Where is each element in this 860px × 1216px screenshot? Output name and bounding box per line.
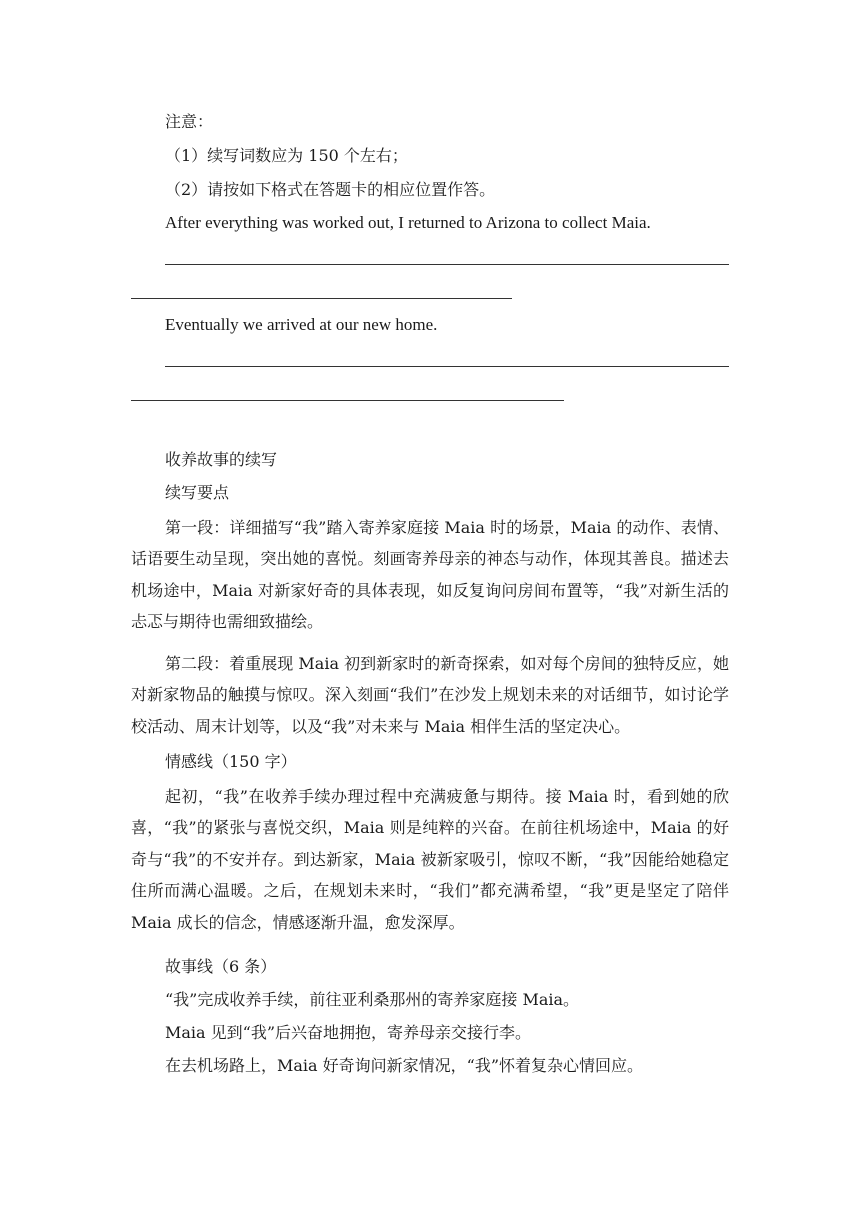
continuation-prompt-1: After everything was worked out, I returned to Arizona to collect Maia. xyxy=(165,213,651,232)
answer-title: 收养故事的续写 xyxy=(165,450,278,469)
story-line-heading: 故事线（6 条） xyxy=(165,957,277,976)
emotion-line-heading: 情感线（150 字） xyxy=(165,752,297,771)
key-points-heading: 续写要点 xyxy=(165,483,230,502)
continuation-prompt-2: Eventually we arrived at our new home. xyxy=(165,315,438,334)
story-line-item: 在去机场路上，Maia 好奇询问新家情况，“我”怀着复杂心情回应。 xyxy=(165,1056,644,1075)
answer-blank-line xyxy=(165,264,729,265)
answer-blank-line xyxy=(165,366,729,367)
story-line-item: Maia 见到“我”后兴奋地拥抱，寄养母亲交接行李。 xyxy=(165,1023,532,1042)
answer-blank-line xyxy=(131,298,512,299)
emotion-line-paragraph: 起初，“我”在收养手续办理过程中充满疲惫与期待。接 Maia 时，看到她的欣喜，“我”的紧张与喜悦交织，Maia 则是纯粹的兴奋。在前往机场途中，Maia 的好奇与“我”的不安并存。到达新家，Maia 被新家吸引，惊叹不断，“我”因能给她稳定住所而满心温暖。之后，在规划未来时，“我们”都充满希望，“我”更是坚定了陪伴 Maia 成长的信念，情感逐渐升温，愈发深厚。 xyxy=(131,787,729,932)
answer-blank-line xyxy=(131,400,564,401)
notes-heading: 注意： xyxy=(165,112,214,131)
notes-item-1: （1）续写词数应为 150 个左右； xyxy=(165,146,408,165)
key-points-paragraph-1: 第一段：详细描写“我”踏入寄养家庭接 Maia 时的场景，Maia 的动作、表情、话语要生动呈现，突出她的喜悦。刻画寄养母亲的神态与动作，体现其善良。描述去机场途中，Maia 对新家好奇的具体表现，如反复询问房间布置等，“我”对新生活的忐忑与期待也需细致描绘。 xyxy=(131,518,729,632)
notes-item-2: （2）请按如下格式在答题卡的相应位置作答。 xyxy=(165,180,496,199)
story-line-item: “我”完成收养手续，前往亚利桑那州的寄养家庭接 Maia。 xyxy=(165,990,580,1009)
key-points-paragraph-2: 第二段：着重展现 Maia 初到新家时的新奇探索，如对每个房间的独特反应，她对新家物品的触摸与惊叹。深入刻画“我们”在沙发上规划未来的对话细节，如讨论学校活动、周末计划等，以及“我”对未来与 Maia 相伴生活的坚定决心。 xyxy=(131,654,729,736)
